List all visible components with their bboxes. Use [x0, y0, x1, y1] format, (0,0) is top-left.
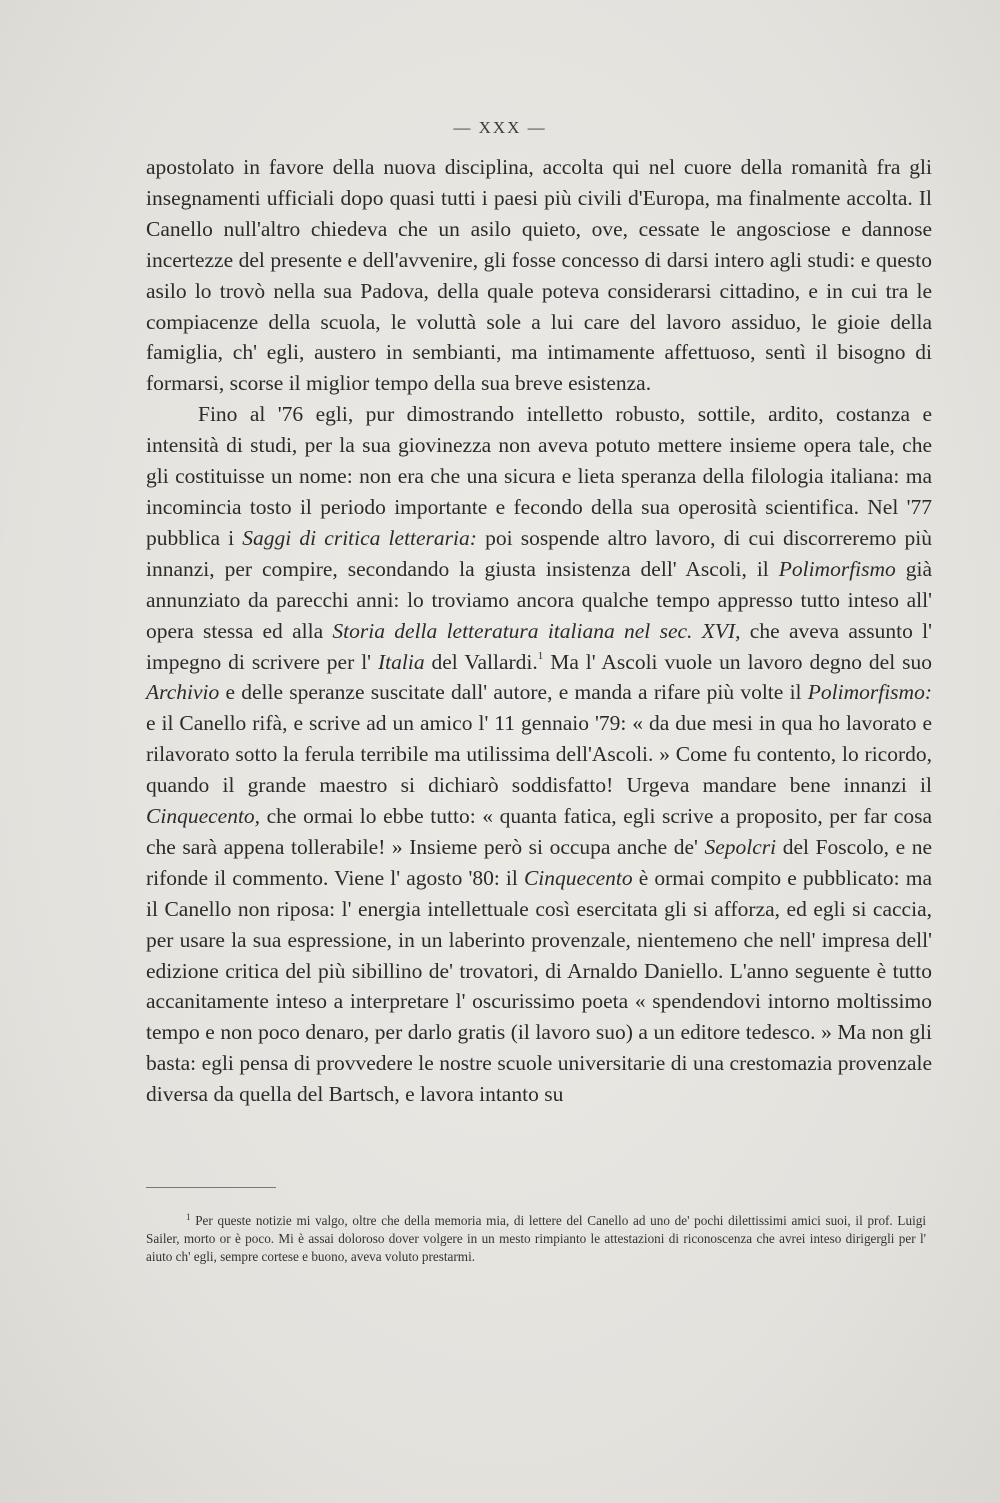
title-polimorfismo-2: Polimorfismo:	[807, 680, 932, 705]
text-run: del Vallardi.	[424, 649, 538, 674]
title-saggi: Saggi di critica letteraria:	[242, 525, 477, 550]
text-run: che ormai lo ebbe tutto: « quanta fatica, egli scrive a proposito, per far cosa che sarà appena tollerabile! » Insieme però si occupa anche de'	[146, 804, 932, 859]
footnote	[146, 1212, 926, 1266]
footnote-marker: 1	[186, 1212, 191, 1222]
text-run: del Foscolo, e ne rifonde il commento. Viene l' agosto '80: il	[146, 834, 932, 890]
text-run: è ormai compito e pubblicato: ma il Canello non riposa: l' energia intellettuale così esercitata gli si afforza, ed egli si caccia, per usare la sua espressione, in un laberinto provenzale, nientemeno che nell' impresa dell' edizione critica del più sibillino de' trovatori, di Arnaldo Daniello. L'anno seguente è tutto accanitamente inteso a interpretare l' oscurissimo poeta « spendendovi intorno moltissimo tempo e non poco denaro, per darlo gratis (il lavoro suo) a un editore tedesco. » Ma non gli basta: egli pensa di provvedere le nostre scuole universitarie di una crestomazia provenzale diversa da quella del Bartsch, e lavora intanto su	[146, 865, 932, 1107]
text-run: e delle speranze suscitate dall' autore, e manda a rifare più volte il	[219, 680, 808, 705]
paragraph-1: apostolato in favore della nuova disciplina, accolta qui nel cuore della romanità fra gli insegnamenti ufficiali dopo quasi tutti i paesi più civili d'Europa, ma finalmente accolta. Il Canello null'altro chiedeva che un asilo quieto, ove, cessate le angosciose e dannose incertezze del presente e dell'avvenire, gli fosse concesso di darsi intero agli studi: e questo asilo lo trovò nella sua Padova, della quale poteva considerarsi cittadino, e in cui tra le compiacenze della scuola, le voluttà sole a lui care del lavoro assiduo, le gioie della famiglia, ch' egli, austero in sembianti, ma intimamente affettuoso, sentì il bisogno di formarsi, scorse il miglior tempo della sua breve esistenza.	[146, 155, 932, 396]
text-run: Ma l' Ascoli vuole un lavoro degno del suo	[543, 649, 932, 674]
footnote-text: Per queste notizie mi valgo, oltre che della memoria mia, di lettere del Canello ad uno de' pochi dilettissimi amici suoi, il prof. Luigi Sailer, morto or è poco. Mi è assai doloroso dover volgere in un mesto rimpianto le attestazioni di riconoscenza che avrei inteso dirigergli per l' aiuto ch' egli, sempre cortese e buono, aveva voluto prestarmi.	[146, 1213, 926, 1264]
title-cinquecento: Cinquecento,	[146, 804, 261, 829]
footnote-divider	[146, 1187, 276, 1188]
text-run: già annunziato da parecchi anni: lo troviamo ancora qualche tempo appresso tutto inteso all' opera stessa ed alla	[146, 556, 932, 643]
paragraph-2	[146, 399, 932, 1110]
text-run: e il Canello rifà, e scrive ad un amico l' 11 gennaio '79: « da due mesi in qua ho lavorato e rilavorato sotto la ferula terribile ma utilissima dell'Ascoli. » Come fu contento, lo ricordo, quando il grande maestro si dichiarò soddisfatto! Urgeva mandare bene innanzi il	[146, 711, 932, 798]
title-polimorfismo: Polimorfismo	[778, 556, 896, 581]
text-run: Fino al '76 egli, pur dimostrando intelletto robusto, sottile, ardito, costanza e intensità di studi, per la sua giovinezza non aveva potuto mettere insieme opera tale, che gli costituisse un nome: non era che una sicura e lieta speranza della filologia italiana: ma incomincia tosto il periodo importante e fecondo della sua operosità scientifica. Nel '77 pubblica i	[146, 402, 932, 550]
title-cinquecento-2: Cinquecento	[523, 865, 633, 890]
title-italia: Italia	[377, 649, 425, 674]
footnote-reference: 1	[537, 649, 544, 662]
page-number: — XXX —	[453, 118, 547, 137]
main-text	[146, 152, 932, 1110]
text-run: poi sospende altro lavoro, di cui discorreremo più innanzi, per compire, secondando la giusta insistenza dell' Ascoli, il	[146, 525, 932, 581]
title-storia: Storia della letteratura italiana nel sec. XVI,	[332, 618, 741, 643]
text-run: che aveva assunto l' impegno di scrivere per l'	[146, 618, 933, 674]
title-archivio: Archivio	[146, 680, 220, 705]
title-sepolcri: Sepolcri	[704, 834, 777, 859]
